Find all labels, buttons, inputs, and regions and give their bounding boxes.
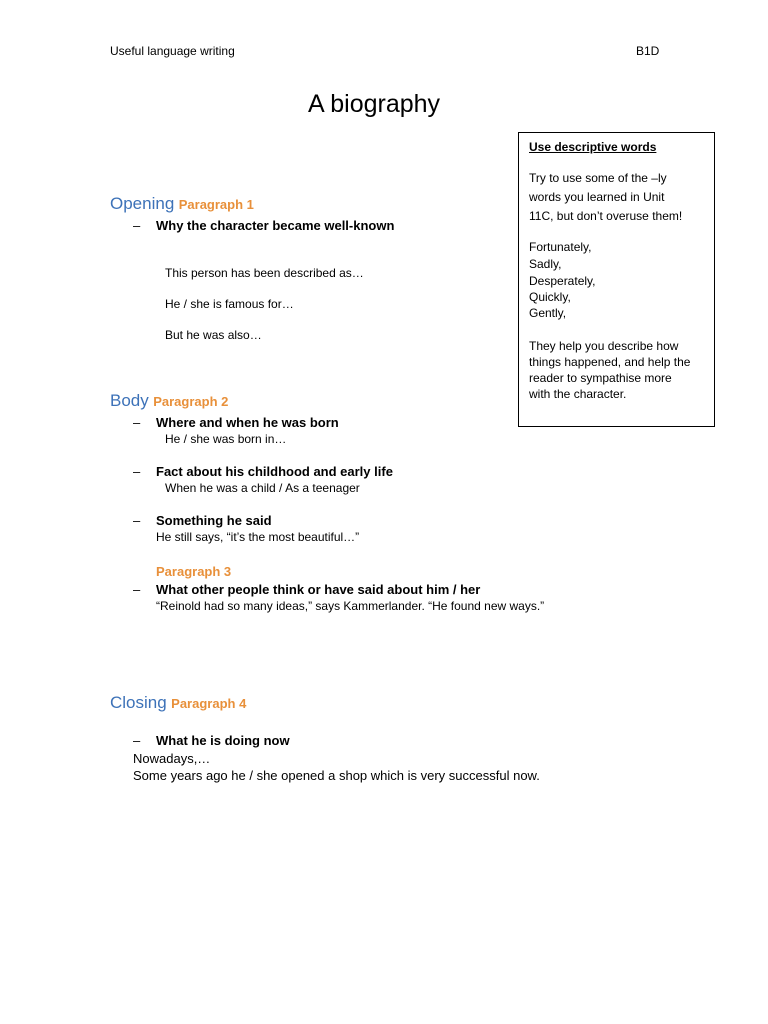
paragraph-label: Paragraph 2	[153, 394, 229, 409]
tip-outro-line: things happened, and help the	[529, 355, 691, 369]
paragraph-label: Paragraph 3	[156, 564, 232, 579]
tip-box	[518, 132, 715, 427]
section-heading: Body	[110, 391, 149, 410]
dash-marker: –	[133, 582, 141, 597]
tip-outro-line: They help you describe how	[529, 339, 679, 353]
bullet-heading: What other people think or have said about him / her	[156, 582, 481, 597]
tip-word: Quickly,	[529, 290, 571, 304]
phrase-text: Nowadays,…	[133, 751, 211, 766]
phrase-text: He / she is famous for…	[165, 297, 294, 311]
bullet-heading: What he is doing now	[156, 733, 290, 748]
paragraph-label: Paragraph 4	[171, 696, 247, 711]
dash-marker: –	[133, 733, 141, 748]
tip-outro-line: with the character.	[529, 387, 627, 401]
tip-word: Desperately,	[529, 274, 596, 288]
section-heading: Opening	[110, 194, 175, 213]
bullet-heading: Fact about his childhood and early life	[156, 464, 393, 479]
page-title: A biography	[308, 90, 441, 118]
tip-word: Fortunately,	[529, 240, 592, 254]
phrase-text: But he was also…	[165, 328, 262, 342]
tip-box-heading: Use descriptive words	[529, 140, 657, 154]
body-heading-row	[110, 391, 228, 411]
phrase-text: This person has been described as…	[165, 266, 364, 280]
header-left: Useful language writing	[110, 44, 235, 58]
tip-intro-line: words you learned in Unit	[529, 190, 665, 204]
tip-word: Sadly,	[529, 257, 562, 271]
phrase-text: He still says, “it’s the most beautiful…”	[156, 530, 360, 544]
section-heading: Closing	[110, 693, 167, 712]
paragraph-label: Paragraph 1	[178, 197, 254, 212]
phrase-text: When he was a child / As a teenager	[165, 481, 360, 495]
tip-word: Gently,	[529, 306, 567, 320]
opening-heading-row	[110, 194, 254, 214]
header-right: B1D	[636, 44, 660, 58]
dash-marker: –	[133, 513, 141, 528]
phrase-text: Some years ago he / she opened a shop which is very successful now.	[133, 768, 540, 783]
tip-intro-line: Try to use some of the –ly	[529, 171, 667, 185]
tip-outro-line: reader to sympathise more	[529, 371, 672, 385]
dash-marker: –	[133, 464, 141, 479]
quote-text: “Reinold had so many ideas,” says Kammerlander. “He found new ways.”	[156, 599, 545, 613]
closing-heading-row	[110, 693, 246, 713]
phrase-text: He / she was born in…	[165, 432, 287, 446]
bullet-heading: Why the character became well-known	[156, 218, 395, 233]
bullet-heading: Something he said	[156, 513, 272, 528]
bullet-heading: Where and when he was born	[156, 415, 339, 430]
tip-intro-line: 11C, but don’t overuse them!	[529, 209, 683, 223]
dash-marker: –	[133, 218, 141, 233]
dash-marker: –	[133, 415, 141, 430]
